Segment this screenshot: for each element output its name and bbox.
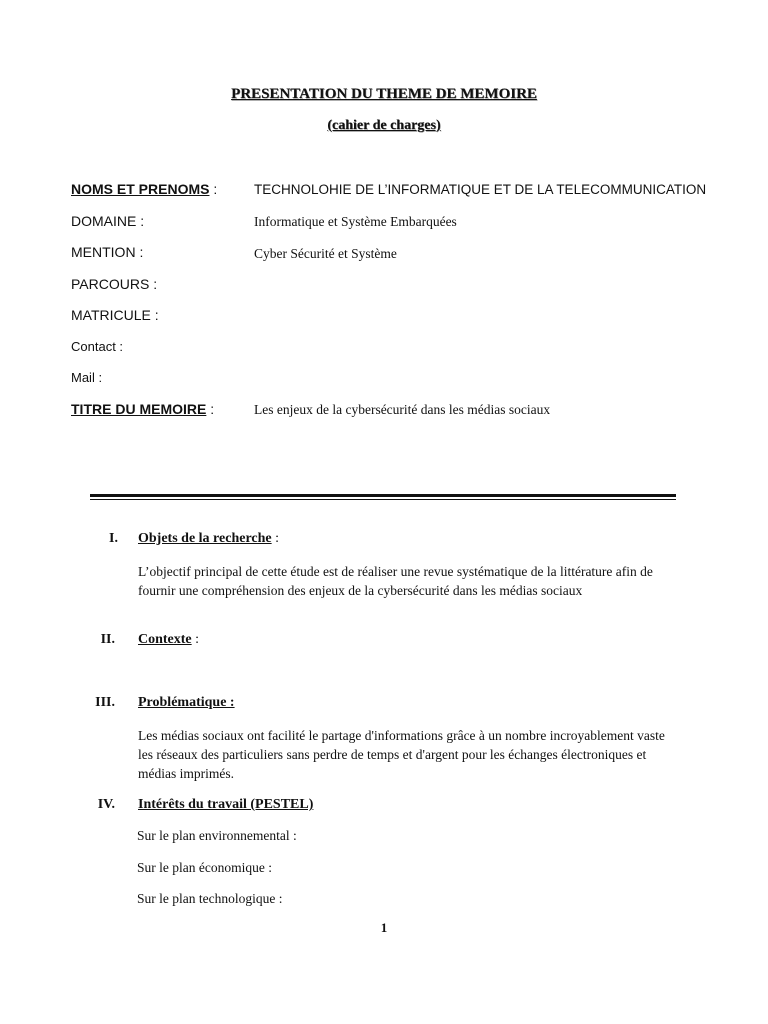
section-3-body: Les médias sociaux ont facilité le partage d'informations grâce à un nombre incroyablement vaste les réseaux des particuliers sans perdre de temps et d'argent pour les échanges électroniques et médias imprimés. <box>138 728 665 781</box>
section-1-heading <box>138 531 279 547</box>
section-2-heading-suffix: : <box>191 632 200 647</box>
document-subtitle: (cahier de charges) <box>327 118 441 133</box>
section-3-heading-text: Problématique : <box>138 695 235 710</box>
mention-label: MENTION : <box>71 244 144 260</box>
titre-memoire-label <box>71 401 214 417</box>
noms-prenoms-label-text: NOMS ET PRENOMS <box>71 181 210 197</box>
document-title: PRESENTATION DU THEME DE MEMOIRE <box>231 86 537 102</box>
section-3-heading <box>138 695 235 711</box>
section-2-heading-text: Contexte <box>138 632 192 647</box>
section-1-heading-text: Objets de la recherche <box>138 531 272 546</box>
noms-prenoms-colon: : <box>209 181 218 197</box>
domaine-value: Informatique et Système Embarquées <box>254 214 457 229</box>
section-2-number: II. <box>100 632 115 647</box>
noms-prenoms-label <box>71 181 217 197</box>
section-1-body: L’objectif principal de cette étude est de réaliser une revue systématique de la littérature afin de fournir une compréhension des enjeux de la cybersécurité dans les médias sociaux <box>138 564 653 598</box>
pestel-item-technologique: Sur le plan technologique : <box>137 891 283 906</box>
parcours-label: PARCOURS : <box>71 276 158 292</box>
double-divider <box>90 494 676 500</box>
pestel-item-economique: Sur le plan économique : <box>137 860 272 875</box>
section-4-heading <box>138 797 313 813</box>
titre-memoire-value: Les enjeux de la cybersécurité dans les médias sociaux <box>254 402 551 417</box>
pestel-item-environnemental: Sur le plan environnemental : <box>137 828 297 843</box>
section-1-number: I. <box>109 531 118 546</box>
mail-label: Mail : <box>71 370 103 385</box>
section-2-heading <box>138 632 199 648</box>
section-3-number: III. <box>95 695 115 710</box>
noms-prenoms-value: TECHNOLOHIE DE L’INFORMATIQUE ET DE LA TELECOMMUNICATION <box>254 182 707 197</box>
titre-memoire-label-text: TITRE DU MEMOIRE <box>71 401 207 417</box>
matricule-label: MATRICULE : <box>71 307 159 323</box>
titre-memoire-colon: : <box>206 401 215 417</box>
domaine-label: DOMAINE : <box>71 213 145 229</box>
section-1-heading-suffix: : <box>271 531 280 546</box>
mention-value: Cyber Sécurité et Système <box>254 246 397 261</box>
contact-label: Contact : <box>71 339 124 354</box>
section-4-heading-text: Intérêts du travail (PESTEL) <box>138 797 314 812</box>
page-number: 1 <box>380 920 388 935</box>
section-4-number: IV. <box>97 797 115 812</box>
